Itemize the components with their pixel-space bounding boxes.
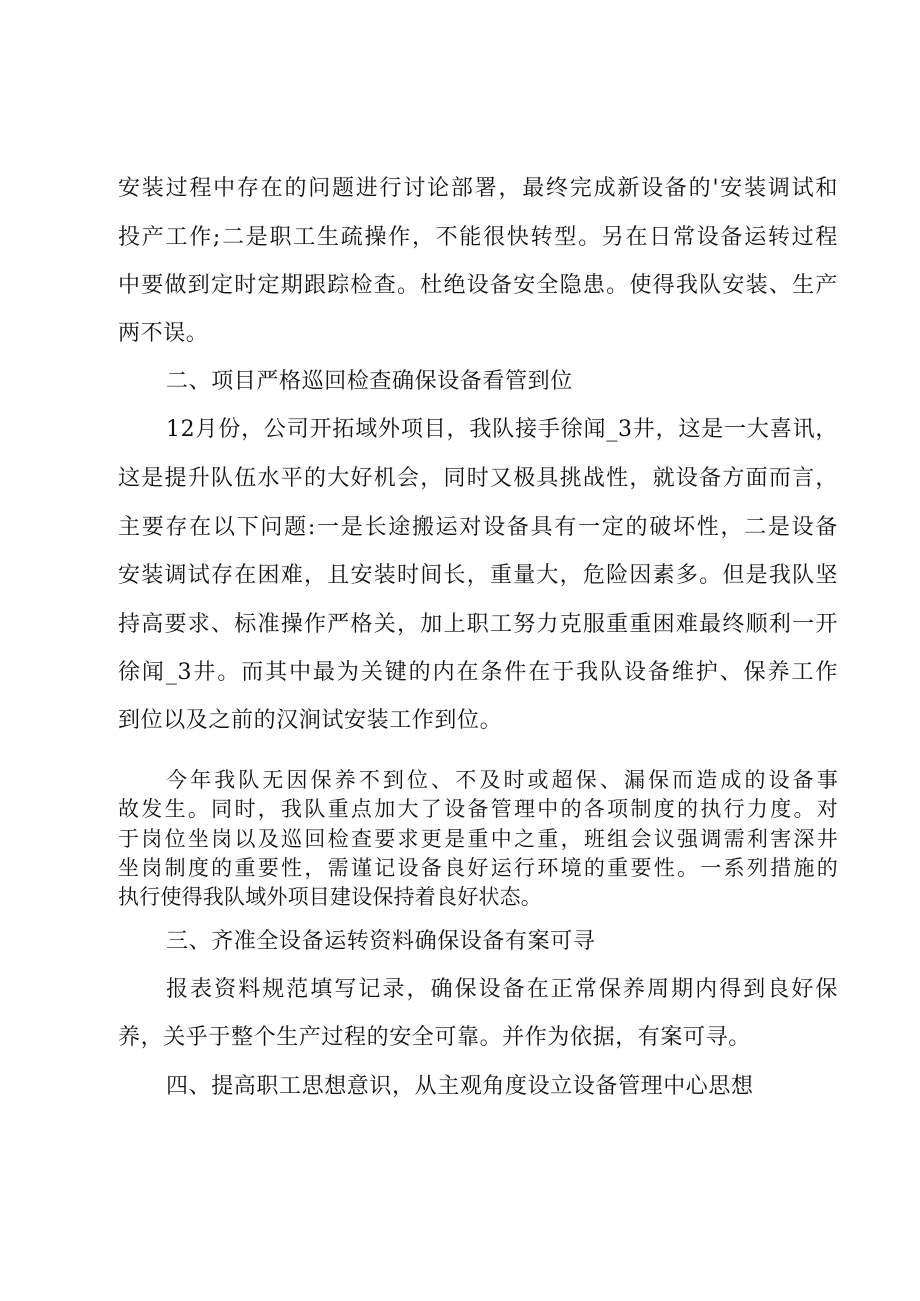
paragraph-1-line-4: 两不误。 — [118, 321, 209, 346]
paragraph-2-line-4: 安装调试存在困难，且安装时间长，重量大，危险因素多。但是我队坚 — [118, 563, 838, 588]
paragraph-1-line-2: 投产工作;二是职工生疏操作，不能很快转型。另在日常设备运转过程 — [118, 225, 838, 250]
paragraph-4-line-2: 养，关乎于整个生产过程的安全可靠。并作为依据，有案可寻。 — [118, 1025, 751, 1050]
section-heading-3: 三、齐准全设备运转资料确保设备有案可寻 — [166, 929, 596, 954]
paragraph-3-line-3: 于岗位坐岗以及巡回检查要求更是重中之重，班组会议强调需利害深井 — [118, 827, 838, 851]
paragraph-2-line-6: 徐闻_3井。而其中最为关键的内在条件在于我队设备维护、保养工作 — [118, 660, 838, 685]
paragraph-3-line-2: 故发生。同时，我队重点加大了设备管理中的各项制度的执行力度。对 — [118, 797, 838, 821]
paragraph-2-line-7: 到位以及之前的汉涧试安装工作到位。 — [118, 708, 503, 733]
paragraph-2-line-3: 主要存在以下问题:一是长途搬运对设备具有一定的破坏性，二是设备 — [118, 515, 838, 540]
paragraph-3-line-4: 坐岗制度的重要性，需谨记设备良好运行环境的重要性。一系列措施的 — [118, 856, 838, 880]
paragraph-3-line-1: 今年我队无因保养不到位、不及时或超保、漏保而造成的设备事 — [166, 768, 838, 792]
section-heading-4: 四、提高职工思想意识，从主观角度设立设备管理中心思想 — [166, 1074, 754, 1099]
paragraph-2-line-1: 12月份，公司开拓域外项目，我队接手徐闻_3井，这是一大喜讯， — [166, 417, 838, 442]
paragraph-1-line-3: 中要做到定时定期跟踪检查。杜绝设备安全隐患。使得我队安装、生产 — [118, 273, 838, 298]
paragraph-2-line-2: 这是提升队伍水平的大好机会，同时又极具挑战性，就设备方面而言， — [118, 466, 838, 491]
paragraph-1-line-1: 安装过程中存在的问题进行讨论部署，最终完成新设备的'安装调试和 — [118, 176, 838, 201]
section-heading-2: 二、项目严格巡回检查确保设备看管到位 — [166, 369, 573, 394]
paragraph-2-line-5: 持高要求、标准操作严格关，加上职工努力克服重重困难最终顺利一开 — [118, 612, 838, 637]
paragraph-4-line-1: 报表资料规范填写记录，确保设备在正常保养周期内得到良好保 — [166, 977, 838, 1002]
paragraph-3-line-5: 执行使得我队域外项目建设保持着良好状态。 — [118, 885, 542, 909]
